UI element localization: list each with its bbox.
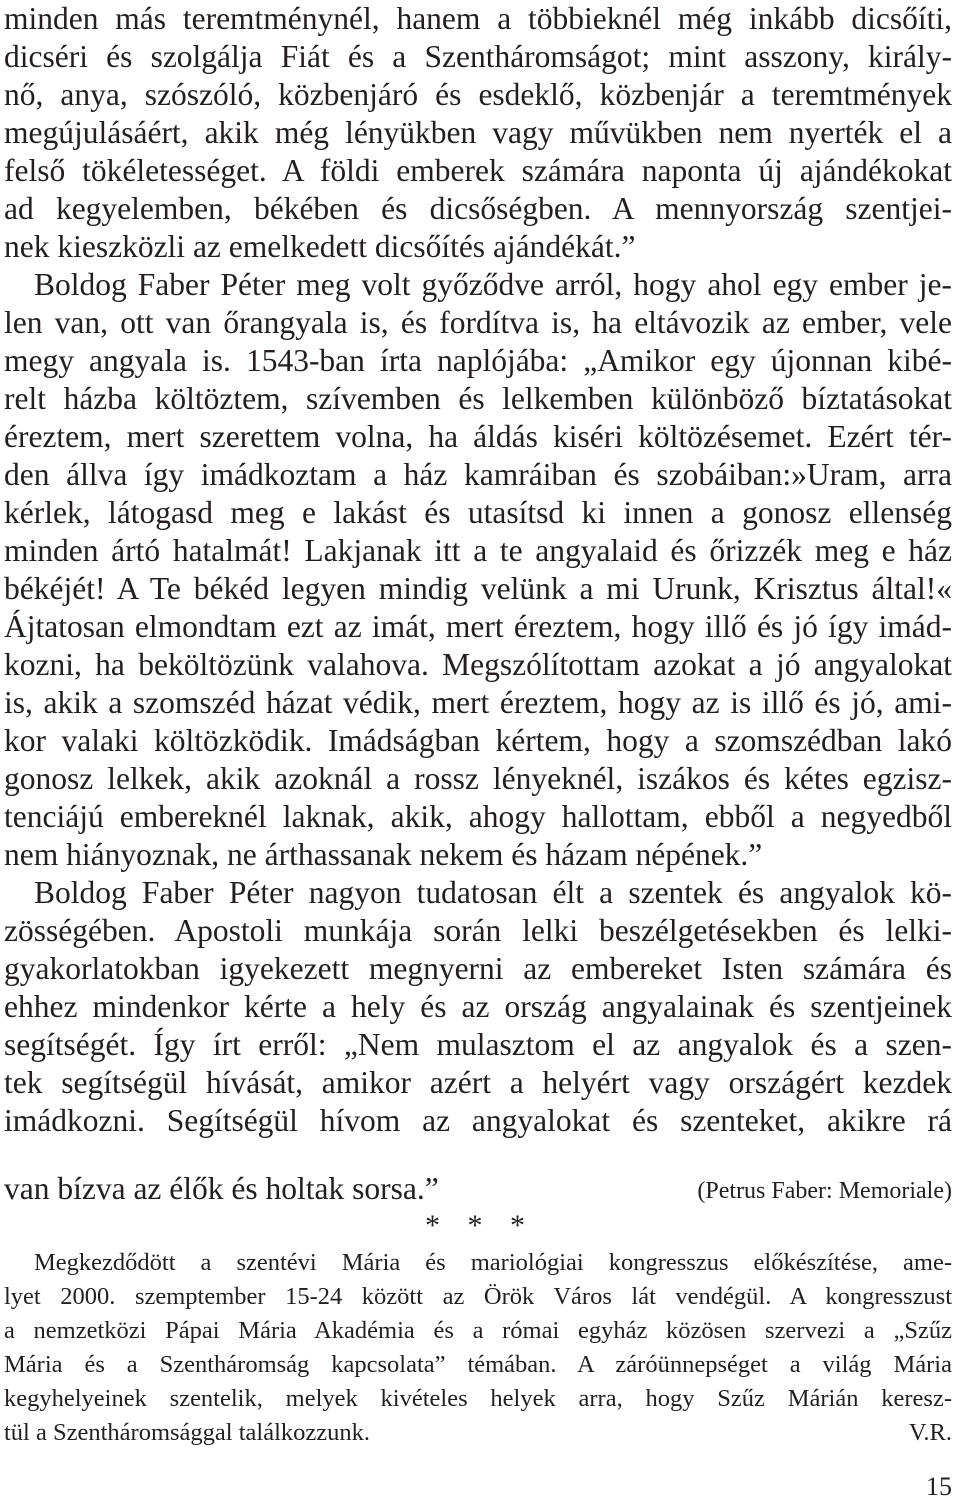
notice-line: tül a Szentháromsággal találkozzunk.: [4, 1419, 371, 1446]
text-line: ehhez mindenkor kérte a hely és az ország angyalainak és szentjeinek: [4, 989, 952, 1024]
text-line: Boldog Faber Péter nagyon tudatosan élt a szentek és angyalok kö-: [34, 875, 952, 910]
notice-line: a nemzetközi Pápai Mária Akadémia és a római egyház közösen szervezi a „Szűz: [4, 1317, 952, 1344]
text-line: kérlek, látogasd meg e lakást és utasítsd ki innen a gonosz ellenség: [4, 495, 952, 530]
text-line: kor valaki költözködik. Imádságban kértem, hogy a szomszédban lakó: [4, 723, 952, 758]
text-line: gyakorlatokban igyekezett megnyerni az embereket Isten számára és: [4, 951, 952, 986]
text-line: tek segítségül hívását, amikor azért a helyért vagy országért kezdek: [4, 1065, 952, 1100]
text-line: békéjét! A Te békéd legyen mindig velünk a mi Urunk, Krisztus által!«: [4, 571, 952, 606]
text-line: tenciájú embereknél laknak, akik, ahogy hallottam, ebből a negyedből: [4, 799, 952, 834]
text-line: felső tökéletességet. A földi emberek számára naponta új ajándékokat: [4, 153, 952, 188]
text-line-with-citation: [4, 1170, 952, 1208]
notice-line-with-signature: [4, 1418, 952, 1448]
text-line: van bízva az élők és holtak sorsa.”: [4, 1171, 439, 1206]
section-separator: * * *: [425, 1209, 535, 1242]
text-line: Ájtatosan elmondtam ezt az imát, mert éreztem, hogy illő és jó így imád-: [4, 609, 952, 644]
page-number: 15: [926, 1472, 952, 1501]
text-line: minden más teremtménynél, hanem a többieknél még inkább dicsőíti,: [4, 1, 952, 36]
text-line: segítségét. Így írt erről: „Nem mulasztom el az angyalok és a szen-: [4, 1027, 952, 1062]
text-line: len van, ott van őrangyala is, és fordítva is, ha eltávozik az ember, vele: [4, 305, 952, 340]
text-line: nem hiányoznak, ne árthassanak nekem és házam népének.”: [4, 837, 763, 872]
text-line: den állva így imádkoztam a ház kamráiban és szobáiban:»Uram, arra: [4, 457, 952, 492]
text-line: megújulásáért, akik még lényükben vagy művükben nem nyerték el a: [4, 115, 952, 150]
signature: V.R.: [908, 1419, 952, 1446]
text-line: dicséri és szolgálja Fiát és a Szentháromságot; mint asszony, király-: [4, 39, 952, 74]
notice-line: Megkezdődött a szentévi Mária és mariológiai kongresszus előkészítése, ame-: [34, 1249, 952, 1276]
text-line: imádkozni. Segítségül hívom az angyalokat és szenteket, akikre rá: [4, 1103, 952, 1138]
text-line: is, akik a szomszéd házat védik, mert éreztem, hogy az is illő és jó, ami-: [4, 685, 952, 720]
text-line: zösségében. Apostoli munkája során lelki beszélgetésekben és lelki-: [4, 913, 952, 948]
text-line: megy angyala is. 1543-ban írta naplójába: „Amikor egy újonnan kibé-: [4, 343, 952, 378]
text-line: minden ártó hatalmát! Lakjanak itt a te angyalaid és őrizzék meg e ház: [4, 533, 952, 568]
text-line: nő, anya, szószóló, közbenjáró és esdeklő, közbenjár a teremtmények: [4, 77, 952, 112]
notice-line: lyet 2000. szemptember 15-24 között az Örök Város lát vendégül. A kongresszust: [4, 1283, 952, 1310]
text-line: ad kegyelemben, békében és dicsőségben. A mennyország szentjei-: [4, 191, 952, 226]
text-line: kozni, ha beköltözünk valahova. Megszólítottam azokat a jó angyalokat: [4, 647, 952, 682]
text-line: gonosz lelkek, akik azoknál a rossz lényeknél, iszákos és kétes egzisz-: [4, 761, 952, 796]
text-line: Boldog Faber Péter meg volt győződve arról, hogy ahol egy ember je-: [34, 267, 952, 302]
notice-line: Mária és a Szentháromság kapcsolata” témában. A záróünnepséget a világ Mária: [4, 1351, 952, 1378]
text-line: éreztem, mert szerettem volna, ha áldás kiséri költözésemet. Ezért tér-: [4, 419, 952, 454]
notice-line: kegyhelyeinek szentelik, melyek kivételes helyek arra, hogy Szűz Márián keresz-: [4, 1385, 952, 1412]
citation: (Petrus Faber: Memoriale): [697, 1178, 952, 1204]
text-line: nek kieszközli az emelkedett dicsőítés ajándékát.”: [4, 229, 636, 264]
text-line: relt házba költöztem, szívemben és lelkemben különböző bíztatásokat: [4, 381, 952, 416]
